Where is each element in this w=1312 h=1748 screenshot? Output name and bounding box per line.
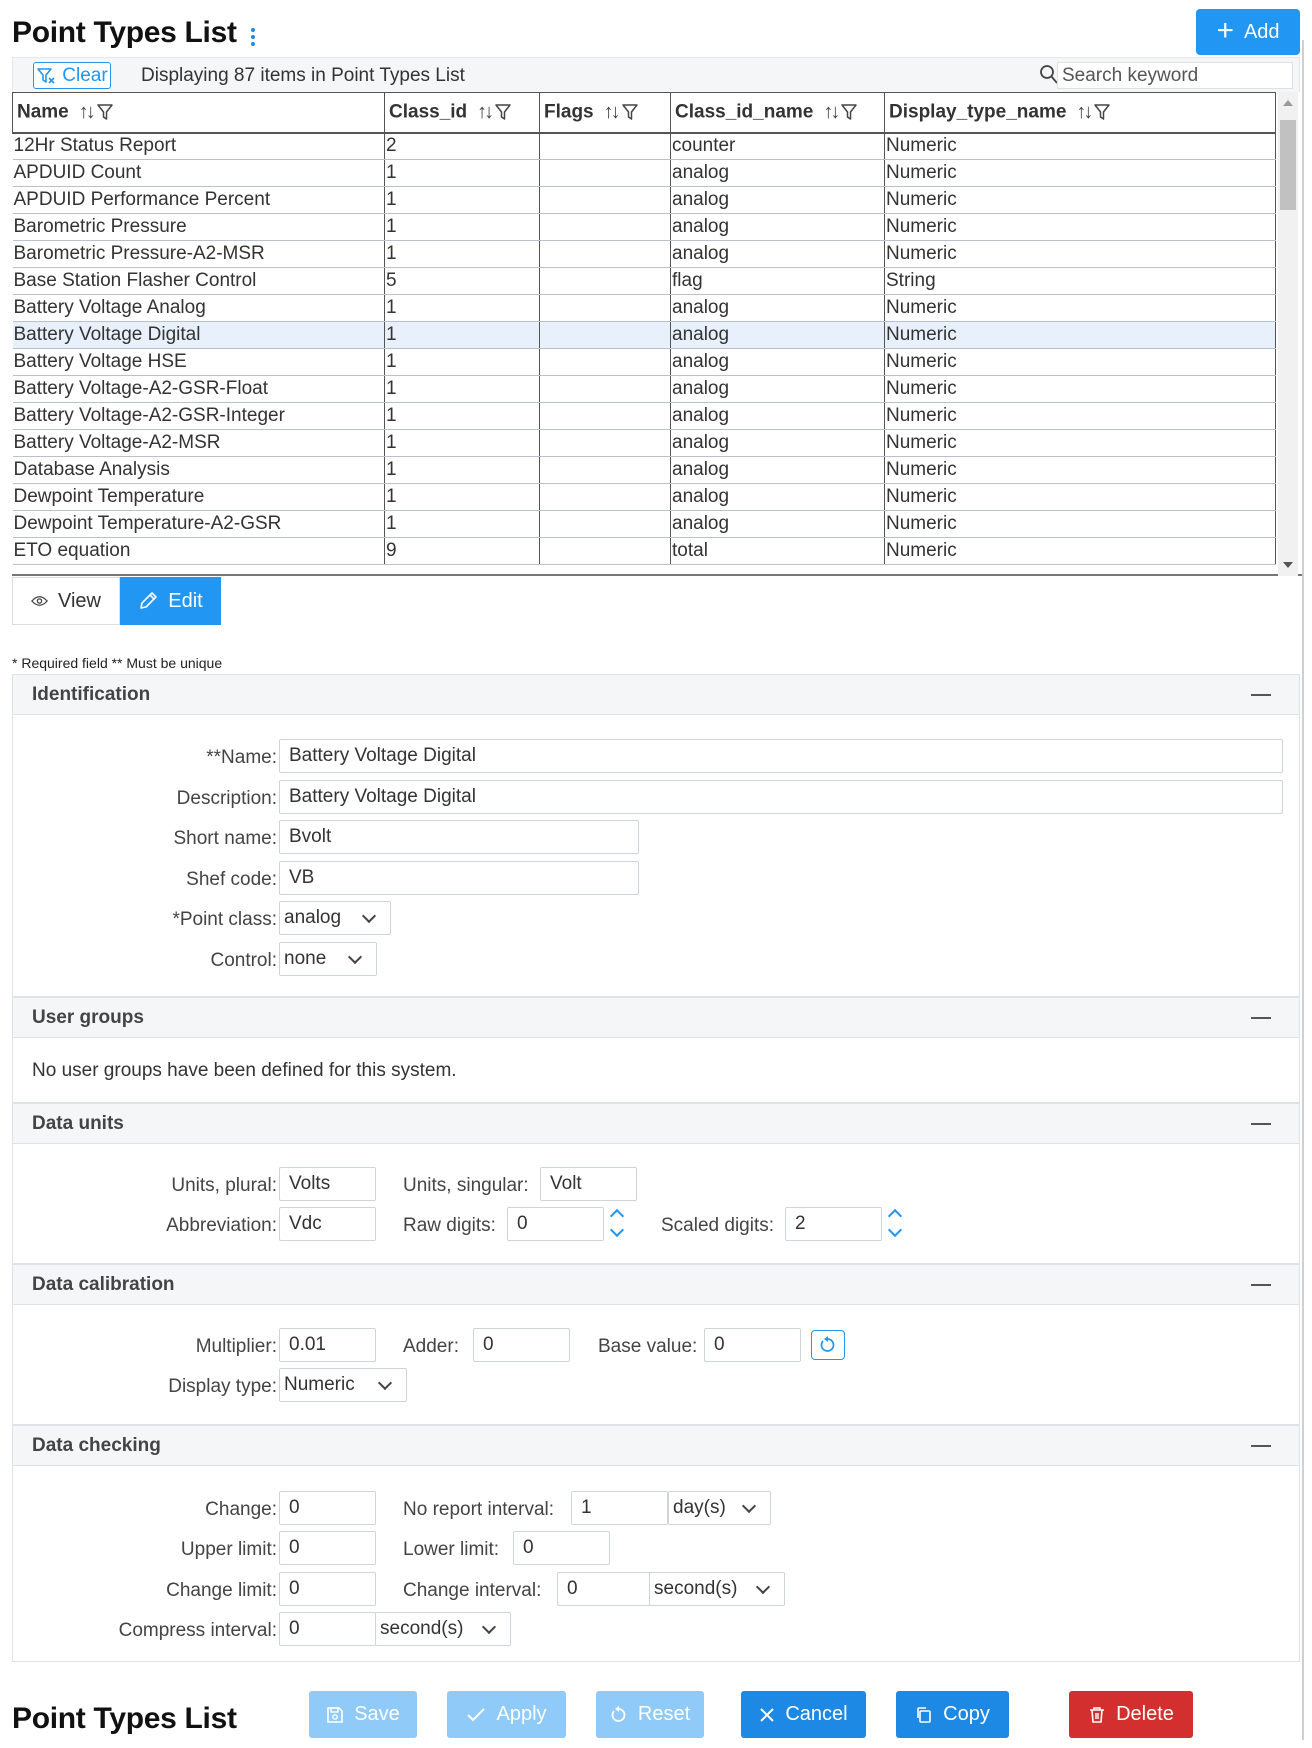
clear-label: Clear [62,64,108,86]
table-cell: 1 [385,241,540,268]
table-cell: total [671,538,885,565]
table-cell: analog [671,295,885,322]
table-cell [540,322,671,349]
table-cell: Numeric [885,241,1276,268]
adder-label: Adder: [403,1336,459,1357]
table-cell: 1 [385,187,540,214]
table-row[interactable] [13,457,1276,484]
control-value: none [284,948,327,969]
reset-button[interactable] [596,1691,704,1738]
table-cell: analog [671,403,885,430]
control-label: Control: [210,950,277,971]
column-header[interactable] [671,93,885,133]
table-cell: Dewpoint Temperature-A2-GSR [13,511,385,538]
identification-panel [12,674,1300,997]
column-header-label: Name [17,101,69,123]
spin-up-icon[interactable] [610,1209,624,1223]
tab-view-label: View [58,589,101,612]
sort-icon[interactable]: ↑↓ [477,100,492,123]
table-cell: Numeric [885,457,1276,484]
lower-limit-field[interactable]: 0 [513,1531,610,1565]
user-groups-title: User groups [32,1007,144,1028]
units-plural-field[interactable]: Volts [279,1167,376,1201]
table-cell: 1 [385,214,540,241]
grid-toolbar [12,57,1300,92]
plus-icon: + [1216,13,1234,47]
change-interval-field[interactable]: 0 [557,1572,661,1606]
copy-button[interactable] [896,1691,1009,1738]
table-cell: Dewpoint Temperature [13,484,385,511]
change-limit-label: Change limit: [166,1580,277,1601]
table-cell: Base Station Flasher Control [13,268,385,295]
short-name-label: Short name: [173,828,277,849]
multiplier-label: Multiplier: [195,1336,277,1357]
data-calibration-title: Data calibration [32,1274,175,1295]
table-cell: analog [671,349,885,376]
table-cell: Numeric [885,322,1276,349]
compress-interval-field[interactable]: 0 [279,1612,376,1646]
table-row[interactable] [13,133,1276,160]
shef-code-label: Shef code: [186,869,277,890]
data-units-panel [12,1103,1300,1264]
table-cell [540,403,671,430]
change-limit-field[interactable]: 0 [279,1572,376,1606]
table-row[interactable] [13,484,1276,511]
add-button[interactable] [1196,9,1300,55]
description-label: Description: [176,788,277,809]
table-row[interactable] [13,511,1276,538]
change-label: Change: [205,1499,277,1520]
identification-title: Identification [32,684,151,705]
point-class-value: analog [284,907,342,928]
table-cell: analog [671,241,885,268]
change-interval-unit-select[interactable] [649,1572,785,1606]
search-input[interactable] [1057,62,1293,89]
table-cell: Numeric [885,214,1276,241]
scaled-digits-spinner[interactable] [888,1210,904,1240]
collapse-icon[interactable] [1251,694,1271,696]
column-header-label: Display_type_name [889,101,1067,123]
table-cell: 1 [385,376,540,403]
control-select[interactable] [279,942,377,976]
data-checking-header[interactable] [13,1426,1299,1466]
apply-label: Apply [496,1703,547,1725]
abbreviation-field[interactable]: Vdc [279,1207,376,1241]
reset-base-value-button[interactable] [811,1330,845,1360]
upper-limit-label: Upper limit: [180,1539,277,1560]
display-type-select[interactable] [279,1368,407,1402]
table-cell [540,457,671,484]
copy-label: Copy [943,1703,990,1725]
table-cell: 1 [385,484,540,511]
table-cell: 2 [385,133,540,160]
column-header[interactable] [885,93,1276,133]
table-cell: Numeric [885,538,1276,565]
data-checking-panel [12,1425,1300,1662]
display-type-value: Numeric [284,1374,355,1395]
table-cell: Numeric [885,160,1276,187]
raw-digits-label: Raw digits: [403,1215,496,1236]
tab-edit-label: Edit [168,589,203,612]
abbreviation-label: Abbreviation: [166,1215,277,1236]
table-cell: 9 [385,538,540,565]
column-header-label: Class_id_name [675,101,814,123]
view-edit-tabs [12,577,221,625]
table-row[interactable] [13,214,1276,241]
collapse-icon[interactable] [1251,1284,1271,1286]
display-type-label: Display type: [168,1376,277,1397]
tab-edit[interactable] [120,577,221,625]
base-value-label: Base value: [598,1336,698,1357]
table-cell: String [885,268,1276,295]
items-count-text: Displaying 87 items in Point Types List [141,65,465,86]
table-cell: Numeric [885,187,1276,214]
column-header-label: Class_id [389,101,468,123]
user-groups-panel [12,997,1300,1103]
table-cell: analog [671,187,885,214]
data-units-header[interactable] [13,1104,1299,1144]
table-cell: APDUID Count [13,160,385,187]
filter-clear-icon [36,66,56,86]
required-field-note: * Required field ** Must be unique [12,655,223,671]
search-icon [1039,64,1059,86]
compress-interval-unit-select[interactable] [375,1612,511,1646]
apply-button[interactable] [447,1691,566,1738]
column-header[interactable] [13,93,385,133]
table-cell: Barometric Pressure-A2-MSR [13,241,385,268]
reset-label: Reset [637,1703,691,1725]
compress-interval-label: Compress interval: [118,1620,277,1641]
change-interval-unit: second(s) [654,1578,738,1599]
chevron-down-icon [742,1499,756,1513]
column-tools [1076,101,1110,124]
table-cell: analog [671,457,885,484]
table-cell: 5 [385,268,540,295]
raw-digits-spinner[interactable] [610,1210,626,1240]
table-row[interactable] [13,322,1276,349]
save-label: Save [354,1703,400,1725]
sort-icon[interactable]: ↑↓ [603,100,618,123]
chevron-down-icon [348,950,362,964]
table-cell [540,484,671,511]
page-scrollbar[interactable] [1302,40,1304,1740]
column-tools [477,101,511,124]
filter-icon[interactable] [495,103,511,121]
scrollbar-thumb[interactable] [1280,120,1296,210]
table-cell: 1 [385,160,540,187]
compress-interval-unit: second(s) [380,1618,464,1639]
point-types-table [12,92,1276,565]
table-cell [540,214,671,241]
spin-up-icon[interactable] [888,1209,902,1223]
table-cell: analog [671,376,885,403]
table-cell: Numeric [885,349,1276,376]
sort-icon[interactable]: ↑↓ [1076,100,1091,123]
table-cell [540,349,671,376]
no-report-interval-unit: day(s) [673,1497,726,1518]
point-class-select[interactable] [279,901,391,935]
lower-limit-label: Lower limit: [403,1539,500,1560]
copy-icon [915,1706,933,1724]
page-title: Point Types List [12,16,237,49]
save-icon [326,1706,344,1724]
name-label: **Name: [206,747,277,768]
no-report-interval-label: No report interval: [403,1499,555,1520]
eye-icon [31,594,48,608]
table-cell [540,133,671,160]
table-row[interactable] [13,187,1276,214]
table-cell: analog [671,511,885,538]
column-tools [823,101,857,124]
change-interval-label: Change interval: [403,1580,542,1601]
delete-button[interactable] [1069,1691,1193,1738]
trash-icon [1088,1706,1106,1724]
table-row[interactable] [13,403,1276,430]
data-units-title: Data units [32,1113,124,1134]
column-header[interactable] [540,93,671,133]
column-header-label: Flags [544,101,594,123]
table-cell [540,241,671,268]
table-row[interactable] [13,376,1276,403]
table-cell: Numeric [885,511,1276,538]
undo-icon [610,1706,628,1724]
units-plural-label: Units, plural: [171,1175,277,1196]
table-cell: flag [671,268,885,295]
table-cell [540,268,671,295]
upper-limit-field[interactable]: 0 [279,1531,376,1565]
table-cell: Numeric [885,376,1276,403]
table-row[interactable] [13,295,1276,322]
data-checking-title: Data checking [32,1435,161,1456]
filter-icon[interactable] [622,103,638,121]
table-cell: analog [671,160,885,187]
more-options-icon[interactable] [245,22,261,52]
short-name-field[interactable]: Bvolt [279,820,639,854]
close-icon [759,1707,775,1723]
table-cell: Battery Voltage-A2-MSR [13,430,385,457]
point-class-label: *Point class: [172,909,277,930]
table-cell [540,187,671,214]
table-cell: 1 [385,430,540,457]
add-button-label: Add [1243,20,1280,43]
table-row[interactable] [13,160,1276,187]
collapse-icon[interactable] [1251,1445,1271,1447]
table-cell: Barometric Pressure [13,214,385,241]
table-cell [540,160,671,187]
table-row[interactable] [13,268,1276,295]
chevron-down-icon [482,1620,496,1634]
table-cell: Battery Voltage Analog [13,295,385,322]
table-cell: 1 [385,457,540,484]
footer-title: Point Types List [12,1702,237,1735]
collapse-icon[interactable] [1251,1017,1271,1019]
table-cell: ETO equation [13,538,385,565]
table-cell: 1 [385,349,540,376]
table-cell: 12Hr Status Report [13,133,385,160]
spin-down-icon[interactable] [610,1223,624,1237]
table-cell: 1 [385,322,540,349]
raw-digits-field[interactable]: 0 [507,1207,604,1241]
grid-vertical-scrollbar[interactable] [1278,92,1298,576]
table-row[interactable] [13,538,1276,565]
sort-icon[interactable]: ↑↓ [823,100,838,123]
table-cell: Numeric [885,403,1276,430]
scaled-digits-label: Scaled digits: [661,1215,775,1236]
table-cell: analog [671,484,885,511]
description-field[interactable]: Battery Voltage Digital [279,780,1283,814]
table-cell [540,430,671,457]
base-value-field[interactable]: 0 [704,1328,801,1362]
save-button[interactable] [309,1691,417,1738]
table-row[interactable] [13,430,1276,457]
table-cell: analog [671,214,885,241]
scroll-down-icon[interactable] [1283,562,1293,568]
user-groups-header[interactable] [13,998,1299,1038]
table-cell: 1 [385,295,540,322]
adder-field[interactable]: 0 [473,1328,570,1362]
table-cell: Numeric [885,133,1276,160]
filter-icon[interactable] [1094,103,1110,121]
table-cell: Battery Voltage HSE [13,349,385,376]
clear-filter-button[interactable] [33,62,111,89]
table-cell [540,295,671,322]
table-cell: analog [671,322,885,349]
filter-icon[interactable] [841,103,857,121]
cancel-label: Cancel [785,1703,848,1725]
table-row[interactable] [13,349,1276,376]
table-cell: analog [671,430,885,457]
table-cell: Numeric [885,295,1276,322]
name-field[interactable]: Battery Voltage Digital [279,739,1283,773]
tab-view[interactable] [12,577,120,625]
spin-down-icon[interactable] [888,1223,902,1237]
chevron-down-icon [362,909,376,923]
cancel-button[interactable] [741,1691,866,1738]
point-types-grid [12,92,1302,576]
scroll-up-icon[interactable] [1283,100,1293,106]
data-calibration-panel [12,1264,1300,1425]
table-cell: Battery Voltage Digital [13,322,385,349]
no-report-interval-unit-select[interactable] [668,1491,771,1525]
table-cell: counter [671,133,885,160]
refresh-icon [819,1336,837,1354]
shef-code-field[interactable]: VB [279,861,639,895]
delete-label: Delete [1116,1703,1174,1725]
table-row[interactable] [13,241,1276,268]
identification-header[interactable] [13,675,1299,715]
user-groups-message: No user groups have been defined for this system. [32,1060,457,1081]
column-header[interactable] [385,93,540,133]
no-report-interval-field[interactable]: 1 [571,1491,668,1525]
table-cell: APDUID Performance Percent [13,187,385,214]
pencil-icon [138,591,158,611]
table-cell: Battery Voltage-A2-GSR-Float [13,376,385,403]
column-tools [79,101,113,124]
table-cell [540,511,671,538]
table-cell [540,376,671,403]
table-cell: Numeric [885,430,1276,457]
table-cell: Battery Voltage-A2-GSR-Integer [13,403,385,430]
multiplier-field[interactable]: 0.01 [279,1328,376,1362]
table-cell: Database Analysis [13,457,385,484]
chevron-down-icon [756,1580,770,1594]
units-singular-label: Units, singular: [403,1175,529,1196]
data-calibration-header[interactable] [13,1265,1299,1305]
table-cell: Numeric [885,484,1276,511]
chevron-down-icon [378,1376,392,1390]
table-cell [540,538,671,565]
scaled-digits-field[interactable]: 2 [785,1207,882,1241]
table-cell: 1 [385,511,540,538]
column-tools [604,101,638,124]
table-cell: 1 [385,403,540,430]
filter-icon[interactable] [97,103,113,121]
change-field[interactable]: 0 [279,1491,376,1525]
check-icon [466,1707,486,1723]
units-singular-field[interactable]: Volt [540,1167,637,1201]
sort-icon[interactable]: ↑↓ [78,100,93,123]
collapse-icon[interactable] [1251,1123,1271,1125]
